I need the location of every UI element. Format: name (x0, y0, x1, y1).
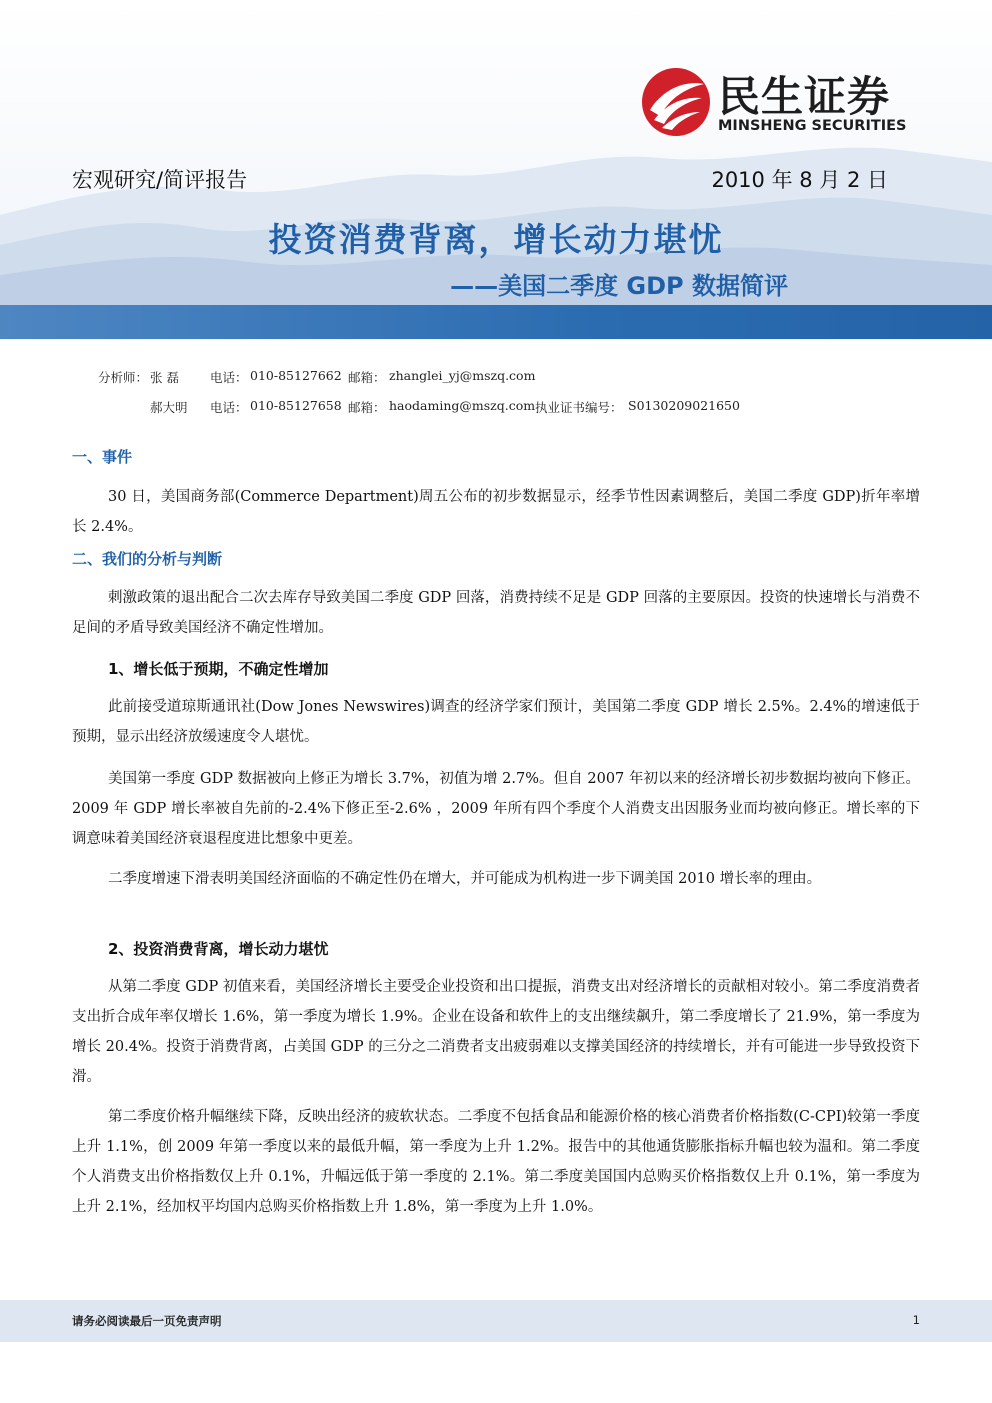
certificate-label: 执业证书编号： (535, 400, 623, 415)
paragraph: 美国第一季度 GDP 数据被向上修正为增长 3.7%，初值为增 2.7%。但自 2007 年初以来的经济增长初步数据均被向下修正。2009 年 GDP 增长率被自先前的-2.4%下修正至-2.6% ，2009 年所有四个季度个人消费支出因服务业而均被向修正。增长率的下调意味着美国经济衰退程度进比想象中更差。 (72, 771, 920, 847)
certificate-number: S0130209021650 (628, 398, 740, 413)
report-subtitle: ——美国二季度 GDP 数据简评 (450, 272, 788, 300)
logo-chinese-name: 民生证券 (718, 72, 891, 121)
minsheng-emblem-icon (640, 66, 712, 138)
email-address[interactable]: zhanglei_yj@mszq.com (389, 368, 536, 383)
analyst-name: 张 磊 (150, 370, 179, 385)
company-logo (640, 62, 930, 147)
analyst-name: 郝大明 (150, 400, 188, 415)
header-blue-bar (0, 305, 992, 339)
email-label: 邮箱： (348, 370, 386, 385)
paragraph: 二季度增速下滑表明美国经济面临的不确定性仍在增大，并可能成为机构进一步下调美国 2010 增长率的理由。 (108, 871, 822, 887)
email-address[interactable]: haodaming@mszq.com (389, 398, 536, 413)
paragraph: 从第二季度 GDP 初值来看，美国经济增长主要受企业投资和出口提振，消费支出对经济增长的贡献相对较小。第二季度消费者支出折合成年率仅增长 1.6%，第一季度为增长 1.9%。企业在设备和软件上的支出继续飙升，第二季度增长了 21.9%，第一季度为增长 20.4%。投资于消费背离，占美国 GDP 的三分之二消费者支出疲弱难以支撑美国经济的持续增长，并有可能进一步导致投资下滑。 (72, 979, 920, 1085)
phone-number: 010-85127658 (250, 398, 342, 413)
logo-english-name: MINSHENG SECURITIES (718, 118, 907, 134)
disclaimer-note: 请务必阅读最后一页免责声明 (72, 1314, 222, 1328)
phone-label: 电话： (210, 400, 248, 415)
page-number: 1 (912, 1313, 920, 1327)
header-banner (0, 0, 992, 340)
section-title-event: 一、事件 (72, 448, 133, 466)
email-label: 邮箱： (348, 400, 386, 415)
subsection-title-divergence: 2、投资消费背离，增长动力堪忧 (108, 940, 329, 958)
subsection-title-growth: 1、增长低于预期，不确定性增加 (108, 660, 329, 678)
report-type: 宏观研究/简评报告 (72, 168, 248, 192)
analyst-label: 分析师： (98, 370, 149, 385)
paragraph: 此前接受道琼斯通讯社(Dow Jones Newswires)调查的经济学家们预计，美国第二季度 GDP 增长 2.5%。2.4%的增速低于预期，显示出经济放缓速度令人堪忧。 (72, 699, 920, 745)
paragraph: 30 日，美国商务部(Commerce Department)周五公布的初步数据显示，经季节性因素调整后，美国二季度 GDP)折年率增长 2.4%。 (72, 489, 920, 535)
phone-label: 电话： (210, 370, 248, 385)
section-title-analysis: 二、我们的分析与判断 (72, 550, 223, 568)
report-date: 2010 年 8 月 2 日 (711, 168, 888, 192)
paragraph: 第二季度价格升幅继续下降，反映出经济的疲软状态。二季度不包括食品和能源价格的核心消费者价格指数(C-CPI)较第一季度上升 1.1%，创 2009 年第一季度以来的最低升幅，第一季度为上升 1.2%。报告中的其他通货膨胀指标升幅也较为温和。第二季度个人消费支出价格指数仅上升 0.1%，升幅远低于第一季度的 2.1%。第二季度美国国内总购买价格指数仅上升 0.1%，第一季度为上升 2.1%，经加权平均国内总购买价格指数上升 1.8%，第一季度为上升 1.0%。 (72, 1109, 920, 1215)
report-title: 投资消费背离，增长动力堪忧 (268, 220, 724, 259)
phone-number: 010-85127662 (250, 368, 342, 383)
paragraph: 刺激政策的退出配合二次去库存导致美国二季度 GDP 回落，消费持续不足是 GDP 回落的主要原因。投资的快速增长与消费不足间的矛盾导致美国经济不确定性增加。 (72, 590, 920, 636)
